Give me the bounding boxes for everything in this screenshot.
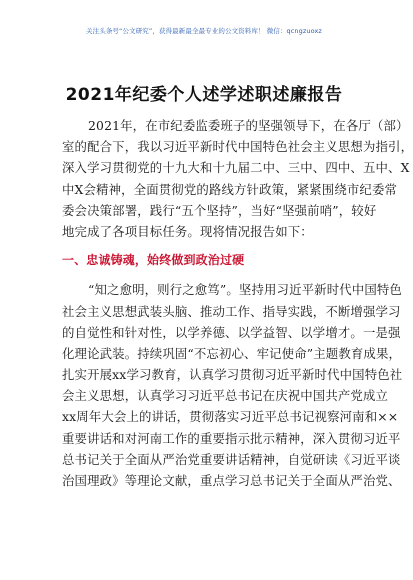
text-line: 社会主义思想武装头脑、推动工作、指导实践，不断增强学习 (62, 303, 401, 319)
text-line: 化理论武装。持续巩固“不忘初心、牢记使命”主题教育成果， (62, 345, 402, 361)
document-body (62, 115, 413, 491)
text-line: 委会决策部署，践行“五个坚持”，当好“坚强前哨”，较好 (62, 202, 377, 218)
section-heading: 一、忠诚铸魂，始终做到政治过硬 (62, 253, 245, 268)
document-title: 2021年纪委个人述学述职述廉报告 (65, 85, 343, 105)
text-line: “知之愈明，则行之愈笃”。坚持用习近平新时代中国特色 (88, 282, 402, 298)
text-line: 会主义思想，认真学习习近平总书记在庆祝中国共产党成立 (62, 388, 389, 404)
text-line: 的自觉性和针对性，以学养德、以学益智、以学增才。一是强 (62, 324, 401, 340)
text-line: 扎实开展xx学习教育，认真学习贯彻习近平新时代中国特色社 (62, 367, 403, 383)
text-line: 室的配合下，我以习近平新时代中国特色社会主义思想为指引， (62, 139, 413, 155)
text-line: 总书记关于全面从严治党重要讲话精神，自觉研读《习近平谈 (62, 451, 401, 467)
text-line: 深入学习贯彻党的十九大和十九届二中、三中、四中、五中、X (62, 160, 410, 176)
top-banner: 关注头条号“公文研究”，获得最新最全最专业的公文资料库！ 微信：qcngzuoxz (86, 27, 322, 35)
text-line: 重要讲话和对河南工作的重要指示批示精神，深入贯彻习近平 (62, 430, 401, 446)
text-line: xx周年大会上的讲话，贯彻落实习近平总书记视察河南和×× (62, 409, 399, 425)
text-line: 治国理政》等理论文献，重点学习总书记关于全面从严治党、 (62, 473, 401, 488)
text-line: 2021年，在市纪委监委班子的坚强领导下，在各厅（部） (88, 118, 409, 133)
text-line: 中X会精神，全面贯彻党的路线方针政策，紧紧围绕市纪委常 (62, 181, 398, 197)
text-line: 地完成了各项目标任务。现将情况报告如下： (62, 223, 313, 239)
